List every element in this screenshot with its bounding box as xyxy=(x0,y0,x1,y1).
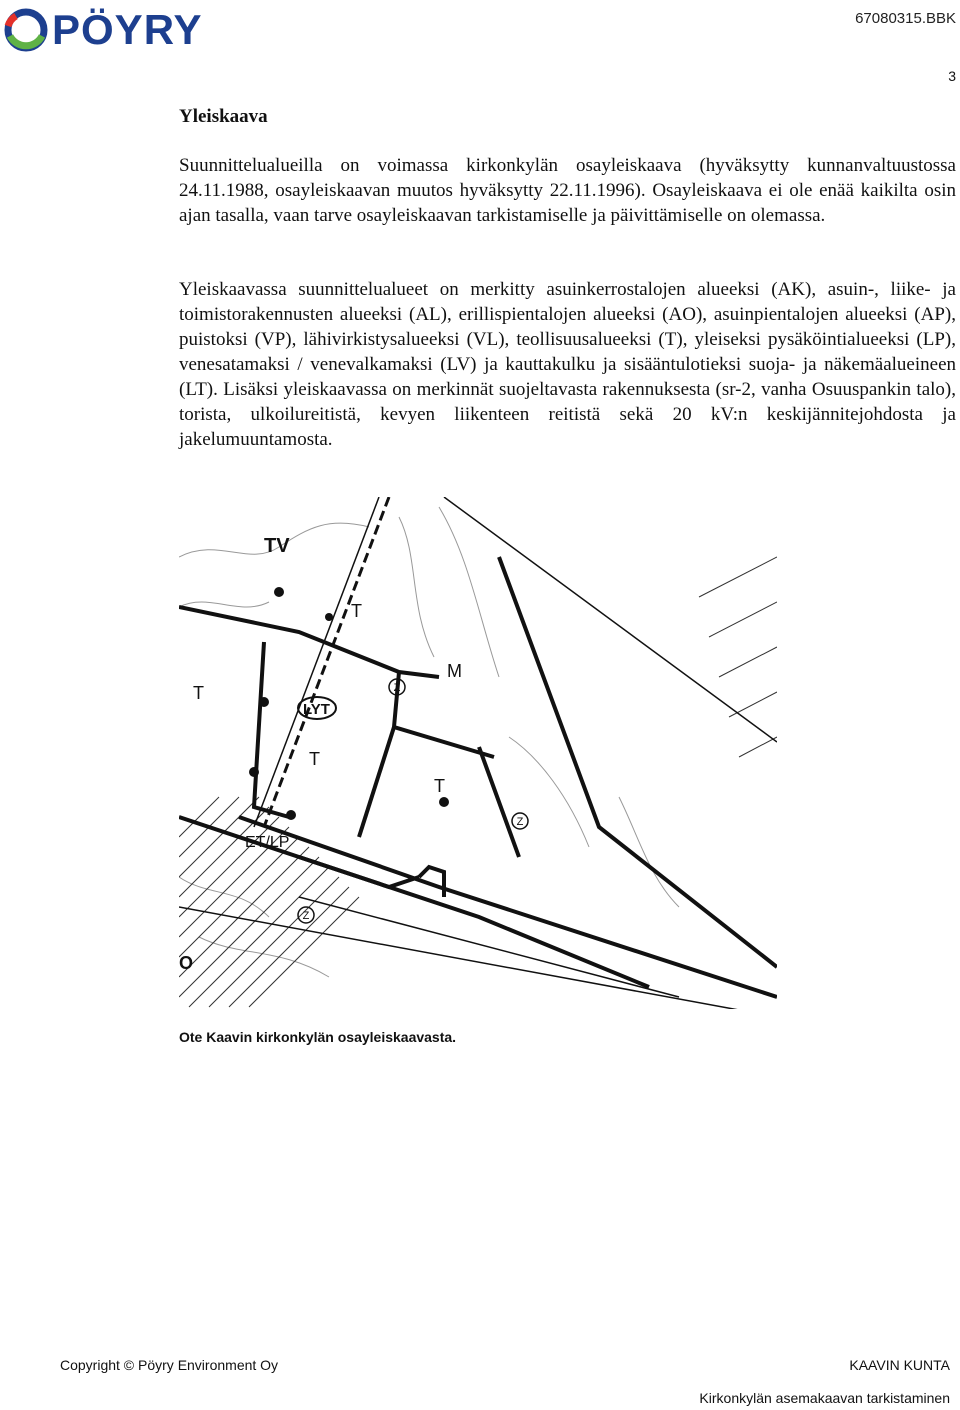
map-label-t1: T xyxy=(351,601,362,621)
logo-text: PÖYRY xyxy=(52,6,203,53)
map-label-t3: T xyxy=(309,749,320,769)
poyry-logo-icon xyxy=(4,8,48,52)
company-logo xyxy=(4,6,202,54)
page-number: 3 xyxy=(948,68,956,84)
footer-subtitle: Kirkonkylän asemakaavan tarkistaminen xyxy=(699,1390,950,1406)
map-label-lyt: LYT xyxy=(303,701,330,718)
footer-project: KAAVIN KUNTA xyxy=(849,1357,950,1373)
paragraph-1: Suunnittelualueilla on voimassa kirkonkylän osayleiskaava (hyväksytty kunnanvaltuustossa 24.11.1988, osayleiskaavan muutos hyväksytty 22.11.1996). Osayleiskaava ei ole enää kaikilta osin ajan tasalla, vaan tarve osayleiskaavan tarkistamiselle ja päivittämiselle on olemassa. xyxy=(179,155,956,226)
section-heading: Yleiskaava xyxy=(179,106,268,127)
zoning-map xyxy=(179,497,777,1009)
map-label-z2: Z xyxy=(516,816,524,828)
map-label-z3: Z xyxy=(302,910,310,922)
footer-copyright: Copyright © Pöyry Environment Oy xyxy=(60,1357,279,1373)
map-label-t4: T xyxy=(434,776,445,796)
map-label-t2: T xyxy=(193,683,204,703)
document-id: 67080315.BBK xyxy=(855,10,956,27)
map-label-et-lp: ET/LP xyxy=(245,834,290,851)
map-label-z1: Z xyxy=(393,682,401,694)
figure-caption: Ote Kaavin kirkonkylän osayleiskaavasta. xyxy=(179,1029,457,1045)
map-label-o: O xyxy=(179,953,194,973)
paragraph-2: Yleiskaavassa suunnittelualueet on merkitty asuinkerrostalojen alueeksi (AK), asuin-, liike- ja toimistorakennusten alueeksi (AL), erillispientalojen alueeksi (AO), asuinpientalojen alueeksi (AP), puistoksi (VP), lähivirkistysalueeksi (VL), teollisuusalueeksi (T), yleiseksi pysäköintialueeksi (LP), venesatamaksi / venevalkamaksi (LV) ja kauttakulku ja sisääntulotieksi suoja- ja näkemäalueineen (LT). Lisäksi yleiskaavassa on merkinnät suojeltavasta rakennuksesta (sr-2, vanha Osuuspankin talo), torista, ulkoilureitistä, kevyen liikenteen reitistä sekä 20 kV:n keskijännitejohdosta ja jakelumuuntamosta. xyxy=(179,279,956,450)
map-label-m: M xyxy=(447,661,462,681)
map-label-tv: TV xyxy=(264,535,290,557)
